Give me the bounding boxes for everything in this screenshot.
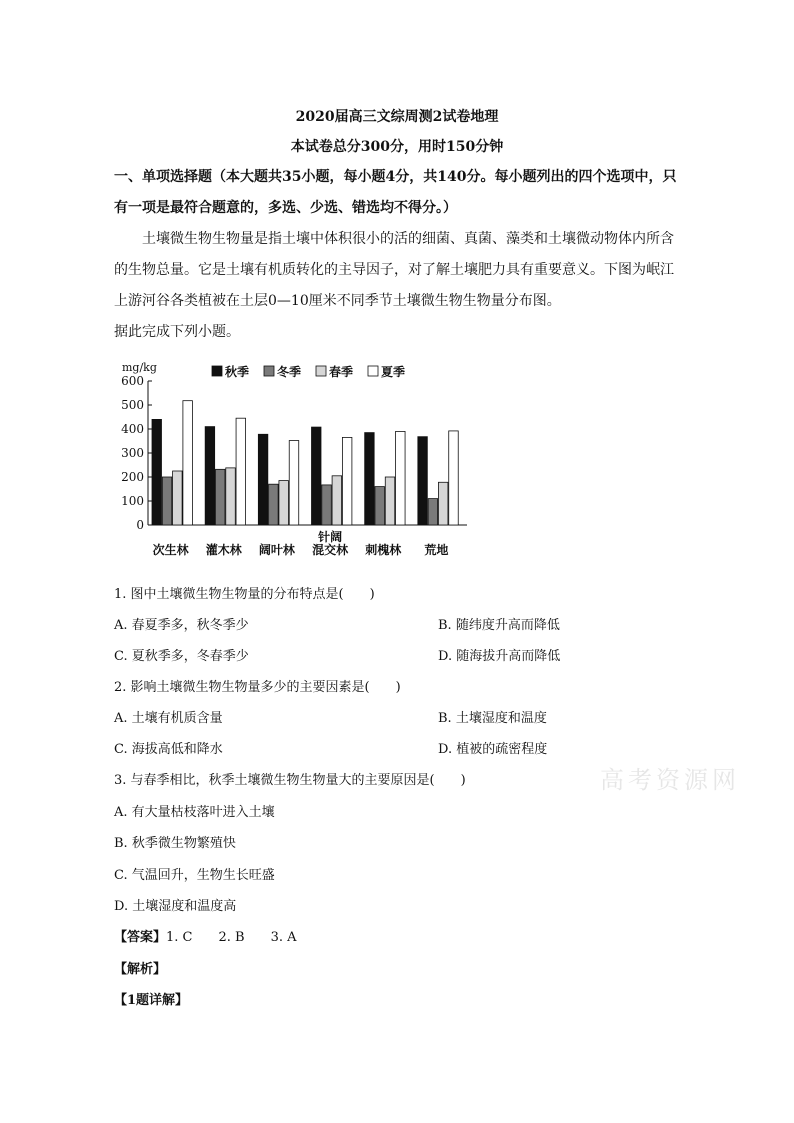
category-label: 混交林	[312, 543, 349, 557]
legend-label: 冬季	[277, 365, 302, 379]
y-tick-label: 100	[121, 494, 144, 508]
watermark: 高考资源网	[600, 766, 740, 794]
y-tick-label: 300	[121, 446, 144, 460]
q3-option-c: C. 气温回升，生物生长旺盛	[114, 868, 275, 883]
page-subtitle: 本试卷总分300分，用时150分钟	[290, 139, 504, 155]
bar	[385, 477, 395, 525]
bar	[375, 487, 385, 525]
answer-label: 【答案】	[114, 930, 167, 945]
bar	[312, 427, 322, 525]
legend-swatch	[316, 366, 326, 376]
passage-line2: 的生物总量。它是土壤有机质转化的主导因子，对了解土壤肥力具有重要意义。下图为岷江	[114, 262, 674, 278]
bar	[205, 427, 215, 525]
y-tick-label: 600	[121, 374, 144, 388]
analysis-label: 【解析】	[114, 962, 167, 977]
bar	[183, 401, 193, 525]
category-label: 刺槐林	[365, 543, 402, 557]
q3-stem: 3. 与春季相比，秋季土壤微生物生物量大的主要原因是( )	[114, 773, 466, 788]
bar	[269, 484, 279, 525]
q3-option-a: A. 有大量枯枝落叶进入土壤	[114, 805, 275, 820]
section-heading-line2: 有一项是最符合题意的，多选、少选、错选均不得分。）	[114, 200, 457, 216]
q1-option-b: B. 随纬度升高而降低	[438, 618, 560, 633]
y-tick-label: 200	[121, 470, 144, 484]
q2-option-a: A. 土壤有机质含量	[114, 711, 223, 726]
legend-swatch	[264, 366, 274, 376]
bar	[215, 469, 225, 525]
section-heading-line1: 一、单项选择题（本大题共35小题，每小题4分，共140分。每小题列出的四个选项中，只	[114, 169, 677, 185]
y-tick-label: 400	[121, 422, 144, 436]
answer-values: 1. C 2. B 3. A	[166, 930, 297, 945]
legend-label: 秋季	[225, 365, 250, 379]
q2-option-c: C. 海拔高低和降水	[114, 742, 223, 757]
y-tick-label: 500	[121, 398, 144, 412]
category-label: 阔叶林	[258, 543, 295, 557]
q2-option-d: D. 植被的疏密程度	[438, 742, 548, 757]
q1-analysis-label: 【1题详解】	[114, 993, 189, 1008]
passage-line4: 据此完成下列小题。	[114, 324, 240, 340]
legend-swatch	[368, 366, 378, 376]
legend-swatch	[212, 366, 222, 376]
bar	[365, 433, 375, 525]
bar	[322, 485, 332, 525]
bar	[173, 471, 183, 525]
q3-option-b: B. 秋季微生物繁殖快	[114, 836, 236, 851]
q1-option-d: D. 随海拔升高而降低	[438, 649, 561, 664]
q1-option-c: C. 夏秋季多，冬春季少	[114, 649, 249, 664]
category-label: 荒地	[424, 543, 449, 557]
bar	[342, 437, 352, 525]
bar	[162, 477, 172, 525]
q1-stem: 1. 图中土壤微生物生物量的分布特点是( )	[114, 587, 375, 602]
bar	[236, 418, 246, 525]
passage-line1: 土壤微生物生物量是指土壤中体积很小的活的细菌、真菌、藻类和土壤微动物体内所含	[142, 231, 674, 247]
q3-option-d: D. 土壤湿度和温度高	[114, 899, 237, 914]
bar	[226, 468, 236, 525]
category-label: 灌木林	[205, 543, 242, 557]
category-label: 针阔	[318, 530, 343, 544]
category-label: 次生林	[152, 543, 189, 557]
q2-option-b: B. 土壤湿度和温度	[438, 711, 547, 726]
bar	[438, 482, 448, 525]
bar	[449, 431, 459, 525]
legend-label: 夏季	[381, 365, 406, 379]
bar	[152, 419, 162, 525]
bar	[332, 476, 342, 525]
passage-line3: 上游河谷各类植被在土层0—10厘米不同季节土壤微生物生物量分布图。	[114, 293, 561, 309]
bar	[428, 499, 438, 525]
y-axis-unit: mg/kg	[122, 361, 157, 374]
legend-label: 春季	[329, 365, 354, 379]
bar	[289, 441, 299, 525]
q1-option-a: A. 春夏季多，秋冬季少	[114, 618, 249, 633]
y-tick-label: 0	[136, 518, 144, 532]
q2-stem: 2. 影响土壤微生物生物量多少的主要因素是( )	[114, 680, 401, 695]
bar	[279, 481, 289, 525]
answer-line	[114, 926, 297, 945]
bar	[418, 437, 428, 525]
bar	[396, 431, 406, 525]
soil-microbe-bar-chart	[112, 358, 482, 573]
bar	[258, 434, 268, 525]
page-title: 2020届高三文综周测2试卷地理	[295, 109, 499, 125]
